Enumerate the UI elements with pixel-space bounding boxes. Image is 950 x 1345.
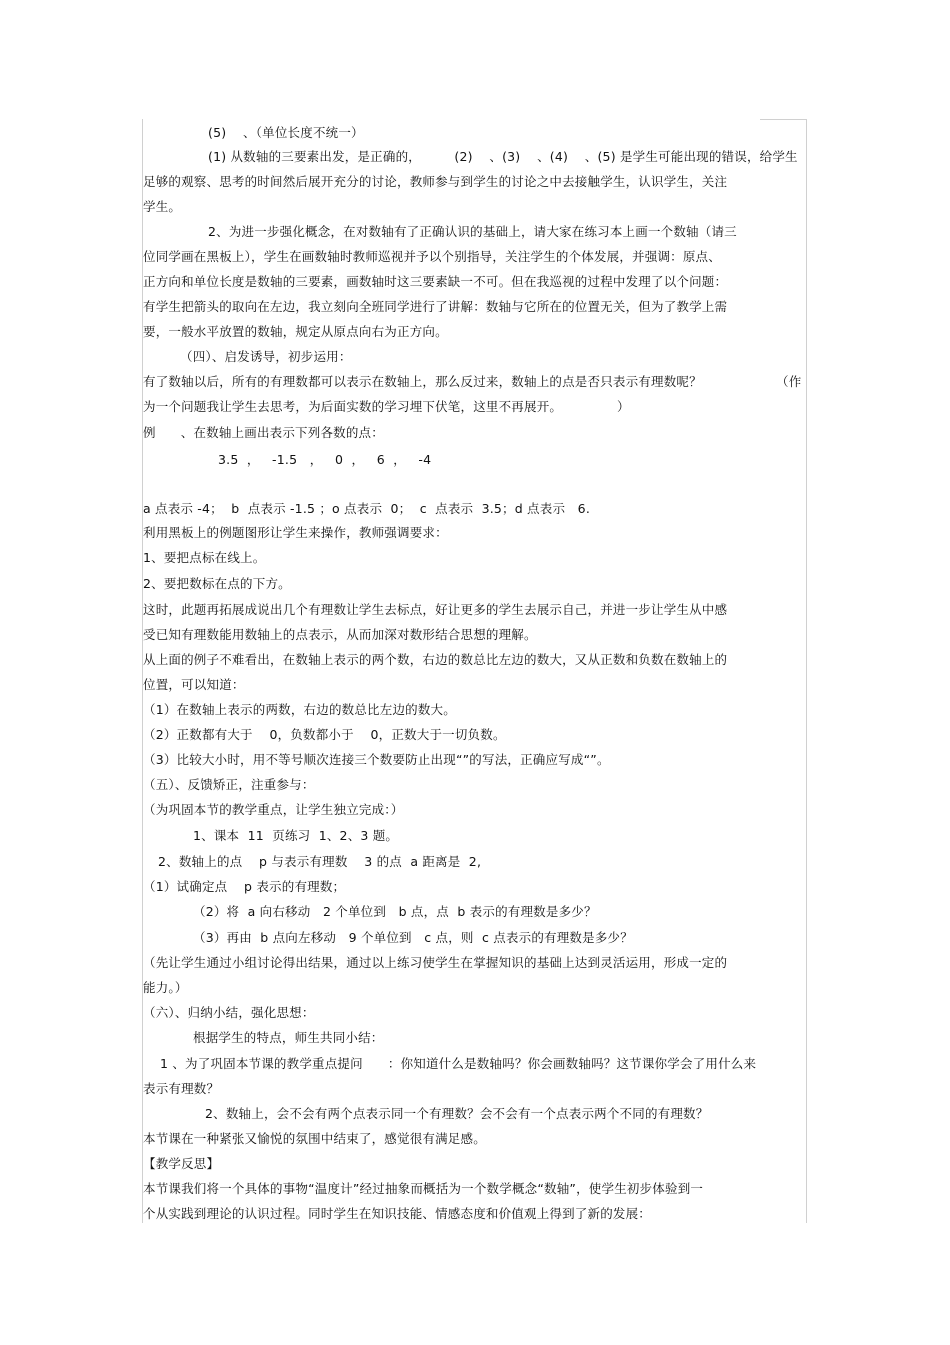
text-line: 位置，可以知道： bbox=[143, 677, 245, 692]
text-line: 能力。） bbox=[143, 980, 188, 995]
text-line: 1 、为了巩固本节课的教学重点提问 ：你知道什么是数轴吗？你会画数轴吗？这节课你学会了用什么来 bbox=[160, 1056, 757, 1071]
text-line: （2）正数都有大于 0，负数都小于 0，正数大于一切负数。 bbox=[143, 727, 506, 742]
text-line: 位同学画在黑板上），学生在画数轴时教师巡视并予以个别指导，关注学生的个体发展，并强调：原点、 bbox=[143, 249, 721, 264]
text-line: 本节课在一种紧张又愉悦的氛围中结束了，感觉很有满足感。 bbox=[143, 1131, 486, 1146]
text-line: 要，一般水平放置的数轴，规定从原点向右为正方向。 bbox=[143, 324, 448, 339]
text-line: 1、要把点标在线上。 bbox=[143, 550, 266, 565]
text-line: (1) 从数轴的三要素出发，是正确的， (2) 、(3) 、(4) 、(5) 是学生可能出现的错误，给学生 bbox=[208, 149, 798, 164]
text-line: 这时，此题再拓展成说出几个有理数让学生去标点，好让更多的学生去展示自己，并进一步让学生从中感 bbox=[143, 602, 728, 617]
text-line: 2、数轴上，会不会有两个点表示同一个有理数？会不会有一个点表示两个不同的有理数？ bbox=[205, 1106, 709, 1121]
text-line: 受已知有理数能用数轴上的点表示，从而加深对数形结合思想的理解。 bbox=[143, 627, 537, 642]
text-line: 有学生把箭头的取向在左边，我立刻向全班同学进行了讲解：数轴与它所在的位置无关，但为了教学上需 bbox=[143, 299, 728, 314]
text-line: （四）、启发诱导，初步运用： bbox=[180, 349, 352, 364]
text-line: 有了数轴以后，所有的有理数都可以表示在数轴上，那么反过来，数轴上的点是否只表示有理数呢？ bbox=[143, 374, 702, 389]
text-line: 为一个问题我让学生去思考，为后面实数的学习埋下伏笔，这里不再展开。 bbox=[143, 399, 563, 414]
text-line: 根据学生的特点，师生共同小结： bbox=[193, 1030, 384, 1045]
text-line: a 点表示 -4； b 点表示 -1.5 ；o 点表示 0； c 点表示 3.5；d 点表示 6. bbox=[143, 501, 591, 516]
text-line: 足够的观察、思考的时间然后展开充分的讨论，教师参与到学生的讨论之中去接触学生，认识学生，关注 bbox=[143, 174, 728, 189]
text-line: 从上面的例子不难看出，在数轴上表示的两个数，右边的数总比左边的数大，又从正数和负数在数轴上的 bbox=[143, 652, 728, 667]
text-line: （3）再由 b 点向左移动 9 个单位到 c 点，则 c 点表示的有理数是多少？ bbox=[193, 930, 633, 945]
text-line: 2、数轴上的点 p 与表示有理数 3 的点 a 距离是 2, bbox=[158, 854, 482, 869]
text-line: 本节课我们将一个具体的事物“温度计”经过抽象而概括为一个数学概念“数轴”，使学生初步体验到一 bbox=[143, 1181, 704, 1196]
text-line: （先让学生通过小组讨论得出结果，通过以上练习使学生在掌握知识的基础上达到灵活运用，形成一定的 bbox=[143, 955, 728, 970]
text-line: 【教学反思】 bbox=[143, 1156, 220, 1171]
text-line: 2、为进一步强化概念，在对数轴有了正确认识的基础上，请大家在练习本上画一个数轴（请三 bbox=[208, 224, 737, 239]
text-line: （作 bbox=[776, 374, 802, 389]
text-line: （2）将 a 向右移动 2 个单位到 b 点，点 b 表示的有理数是多少？ bbox=[193, 904, 597, 919]
text-line: ） bbox=[617, 399, 630, 414]
text-line: 表示有理数？ bbox=[143, 1081, 220, 1096]
text-line: 学生。 bbox=[143, 199, 182, 214]
text-line: （五）、反馈矫正，注重参与： bbox=[143, 777, 315, 792]
text-line: （为巩固本节的教学重点，让学生独立完成：） bbox=[143, 802, 404, 817]
text-line: （1）试确定点 p 表示的有理数； bbox=[143, 879, 346, 894]
text-line: 利用黑板上的例题图形让学生来操作，教师强调要求： bbox=[143, 525, 448, 540]
text-line: 正方向和单位长度是数轴的三要素，画数轴时这三要素缺一不可。但在我巡视的过程中发理了以个问题： bbox=[143, 274, 728, 289]
text-line: （3）比较大小时，用不等号顺次连接三个数要防止出现“”的写法，正确应写成“”。 bbox=[143, 752, 610, 767]
text-line: 例 、在数轴上画出表示下列各数的点： bbox=[143, 425, 384, 440]
text-line: 个从实践到理论的认识过程。同时学生在知识技能、情感态度和价值观上得到了新的发展： bbox=[143, 1206, 652, 1221]
page-border-right bbox=[806, 119, 807, 1223]
text-line: 2、要把数标在点的下方。 bbox=[143, 576, 291, 591]
page-border-top bbox=[760, 119, 806, 120]
text-line: 1、课本 11 页练习 1、2、3 题。 bbox=[193, 828, 399, 843]
text-line: （1）在数轴上表示的两数，右边的数总比左边的数大。 bbox=[143, 702, 456, 717]
text-line: （六）、归纳小结，强化思想： bbox=[143, 1005, 315, 1020]
text-line: 3.5 ， -1.5 ， 0 ， 6 ， -4 bbox=[218, 452, 432, 467]
text-line: (5) 、（单位长度不统一） bbox=[208, 125, 364, 140]
